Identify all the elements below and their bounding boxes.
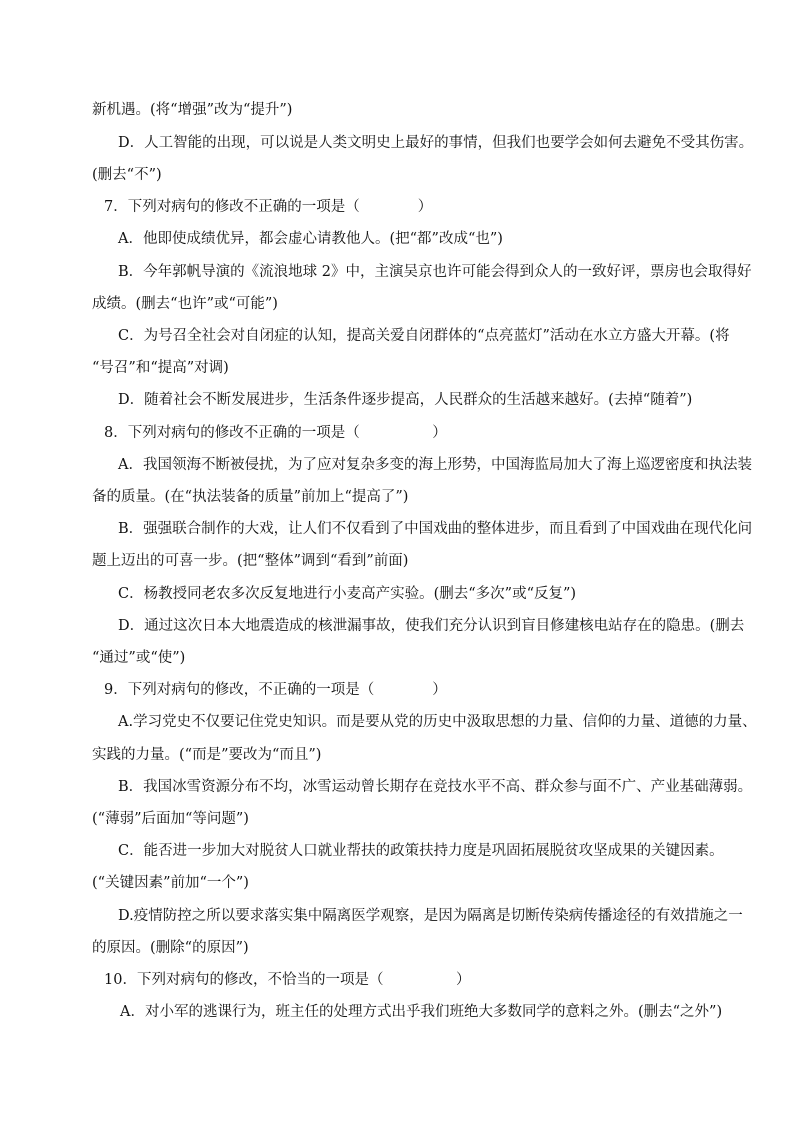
text-line: (“关键因素”前加“一个”) <box>92 875 249 891</box>
question-7: 7．下列对病句的修改不正确的一项是（ ） <box>104 199 433 215</box>
option-b: B．今年郭帆导演的《流浪地球 2》中，主演吴京也许可能会得到众人的一致好评，票房也会取得好 <box>118 264 752 280</box>
text-line: 实践的力量。(“而是”要改为“而且”) <box>92 747 322 763</box>
question-10: 10．下列对病句的修改，不恰当的一项是（ ） <box>104 972 471 988</box>
text-line: 成绩。(删去“也许”或“可能”) <box>92 296 278 312</box>
option-d: D.疫情防控之所以要求落实集中隔离医学观察，是因为隔离是切断传染病传播途径的有效措施之一 <box>118 908 743 924</box>
question-8: 8．下列对病句的修改不正确的一项是（ ） <box>104 425 447 441</box>
option-a: A．对小军的逃课行为，班主任的处理方式出乎我们班绝大多数同学的意料之外。(删去“之外”) <box>120 1004 723 1020</box>
text-line: (删去“不”) <box>92 167 162 183</box>
option-c: C．杨教授同老农多次反复地进行小麦高产实验。(删去“多次”或“反复”) <box>118 586 577 602</box>
option-c: C．能否进一步加大对脱贫人口就业帮扶的政策扶持力度是巩固拓展脱贫攻坚成果的关键因素。 <box>118 843 724 859</box>
text-line: “通过”或“使”) <box>92 650 186 666</box>
option-d: D．人工智能的出现，可以说是人类文明史上最好的事情，但我们也要学会如何去避免不受其伤害。 <box>118 135 754 151</box>
text-line: 题上迈出的可喜一步。(把“整体”调到“看到”前面) <box>92 553 409 569</box>
option-d: D．随着社会不断发展进步，生活条件逐步提高，人民群众的生活越来越好。(去掉“随着”) <box>118 392 693 408</box>
option-a: A．他即使成绩优异，都会虚心请教他人。(把“都”改成“也”) <box>118 231 503 247</box>
option-a: A.学习党史不仅要记住党史知识。而是要从党的历史中汲取思想的力量、信仰的力量、道德的力量、 <box>118 714 757 730</box>
text-line: 备的质量。(在“执法装备的质量”前加上“提高了”) <box>92 489 409 505</box>
question-9: 9．下列对病句的修改，不正确的一项是（ ） <box>104 682 447 698</box>
option-c: C．为号召全社会对自闭症的认知，提高关爱自闭群体的“点亮蓝灯”活动在水立方盛大开幕。(将 <box>118 328 730 344</box>
option-d: D．通过这次日本大地震造成的核泄漏事故，使我们充分认识到盲目修建核电站存在的隐患。(删去 <box>118 618 745 634</box>
option-b: B．强强联合制作的大戏，让人们不仅看到了中国戏曲的整体进步，而且看到了中国戏曲在现代化问 <box>118 521 753 537</box>
text-line: (“薄弱”后面加“等问题”) <box>92 811 249 827</box>
text-line: 新机遇。(将“增强”改为“提升”) <box>92 102 293 118</box>
option-a: A．我国领海不断被侵扰，为了应对复杂多变的海上形势，中国海监局加大了海上巡逻密度和执法装 <box>118 457 752 473</box>
text-line: 的原因。(删除“的原因”) <box>92 940 249 956</box>
option-b: B．我国冰雪资源分布不均，冰雪运动曾长期存在竞技水平不高、群众参与面不广、产业基础薄弱。 <box>118 779 753 795</box>
text-line: “号召”和“提高”对调) <box>92 360 229 376</box>
